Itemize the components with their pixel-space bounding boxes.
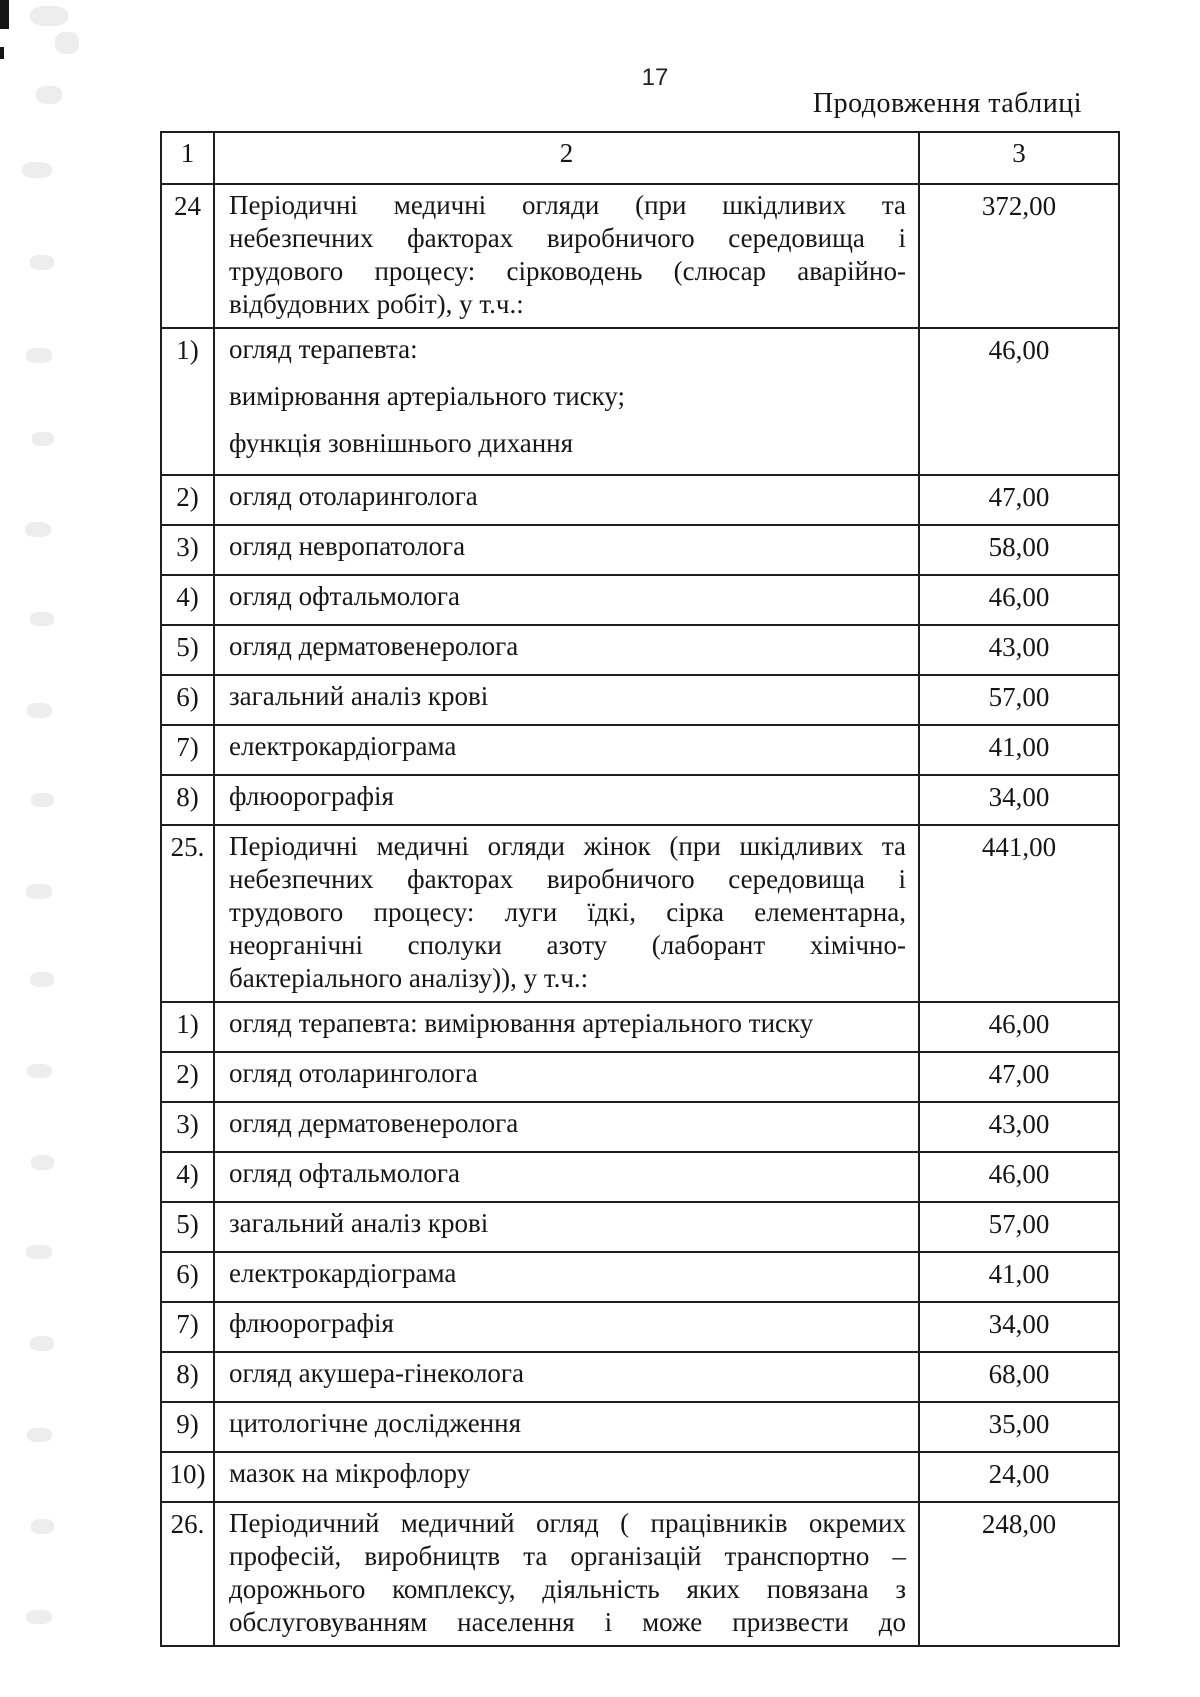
scan-artifact <box>25 522 51 537</box>
row-price-cell: 47,00 <box>919 475 1119 525</box>
row-price-cell: 57,00 <box>919 1202 1119 1252</box>
row-price-cell: 57,00 <box>919 675 1119 725</box>
row-price-cell: 441,00 <box>919 825 1119 1002</box>
row-number-cell: 4) <box>161 1152 214 1202</box>
row-number-cell: 1) <box>161 328 214 475</box>
row-number-cell: 7) <box>161 1302 214 1352</box>
row-price-cell: 46,00 <box>919 1152 1119 1202</box>
table-row <box>161 1252 1119 1302</box>
row-number-cell: 2) <box>161 475 214 525</box>
scan-artifact <box>30 1336 54 1351</box>
row-number-cell: 2) <box>161 1052 214 1102</box>
table-row <box>161 184 1119 328</box>
price-table <box>160 131 1120 1647</box>
row-price-cell: 41,00 <box>919 725 1119 775</box>
table-row <box>161 1302 1119 1352</box>
row-description-cell: цитологічне дослідження <box>214 1402 919 1452</box>
row-description-cell: огляд дерматовенеролога <box>214 1102 919 1152</box>
header-col-3: 3 <box>919 132 1119 184</box>
row-number-cell: 24 <box>161 184 214 328</box>
description-line: вимірювання артеріального тиску; <box>229 381 626 411</box>
row-description-cell: загальний аналіз крові <box>214 1202 919 1252</box>
row-description-cell: мазок на мікрофлору <box>214 1452 919 1502</box>
scan-artifact <box>27 1064 52 1078</box>
row-price-cell: 34,00 <box>919 1302 1119 1352</box>
row-price-cell: 46,00 <box>919 1002 1119 1052</box>
table-row <box>161 1102 1119 1152</box>
scan-artifact <box>26 1245 52 1259</box>
row-description-cell: Періодичний медичний огляд ( працівників окремих професій, виробництв та організацій транспортно – дорожнього комплексу, діяльність яких повязана з обслуговуванням населення і може призвести до <box>214 1502 919 1646</box>
scan-artifact <box>30 972 54 987</box>
row-number-cell: 9) <box>161 1402 214 1452</box>
row-description-cell: огляд акушера-гінеколога <box>214 1352 919 1402</box>
table-row <box>161 1502 1119 1646</box>
row-description-cell: огляд отоларинголога <box>214 1052 919 1102</box>
row-price-cell: 43,00 <box>919 1102 1119 1152</box>
scan-artifact <box>31 793 54 807</box>
table-row <box>161 1002 1119 1052</box>
row-description-cell: огляд терапевта: вимірювання артеріального тиску <box>214 1002 919 1052</box>
scan-artifact <box>0 0 9 29</box>
table-row <box>161 1352 1119 1402</box>
row-price-cell: 46,00 <box>919 575 1119 625</box>
row-price-cell: 46,00 <box>919 328 1119 475</box>
scan-artifact <box>31 1519 54 1534</box>
row-number-cell: 25. <box>161 825 214 1002</box>
description-line: огляд терапевта: <box>229 334 418 364</box>
row-description-cell: електрокардіограма <box>214 1252 919 1302</box>
table-row <box>161 1052 1119 1102</box>
row-number-cell: 6) <box>161 675 214 725</box>
row-number-cell: 4) <box>161 575 214 625</box>
row-description-cell: електрокардіограма <box>214 725 919 775</box>
scan-artifact <box>27 703 52 718</box>
row-number-cell: 7) <box>161 725 214 775</box>
row-description-cell: загальний аналіз крові <box>214 675 919 725</box>
row-description-cell: флюорографія <box>214 1302 919 1352</box>
table-row <box>161 475 1119 525</box>
row-description-cell: огляд офтальмолога <box>214 1152 919 1202</box>
row-description-cell: флюорографія <box>214 775 919 825</box>
scan-artifact <box>55 32 79 54</box>
row-number-cell: 3) <box>161 525 214 575</box>
table-row <box>161 525 1119 575</box>
row-number-cell: 1) <box>161 1002 214 1052</box>
row-number-cell: 8) <box>161 1352 214 1402</box>
description-line: функція зовнішнього дихання <box>229 428 574 458</box>
header-col-1: 1 <box>161 132 214 184</box>
table-row <box>161 575 1119 625</box>
row-number-cell: 5) <box>161 1202 214 1252</box>
page-number: 17 <box>641 64 669 91</box>
row-price-cell: 24,00 <box>919 1452 1119 1502</box>
row-description-cell: огляд невропатолога <box>214 525 919 575</box>
table-row <box>161 775 1119 825</box>
row-description-cell: огляд офтальмолога <box>214 575 919 625</box>
row-price-cell: 68,00 <box>919 1352 1119 1402</box>
table-row <box>161 725 1119 775</box>
scan-artifact <box>22 162 52 178</box>
table-row <box>161 1452 1119 1502</box>
scan-artifact <box>26 348 52 363</box>
scan-artifact <box>27 1428 52 1442</box>
table-header-row <box>161 132 1119 184</box>
row-number-cell: 26. <box>161 1502 214 1646</box>
row-price-cell: 248,00 <box>919 1502 1119 1646</box>
row-number-cell: 5) <box>161 625 214 675</box>
table-row <box>161 825 1119 1002</box>
scan-artifact <box>31 1155 54 1170</box>
scan-artifact <box>26 884 52 899</box>
table-row <box>161 328 1119 475</box>
header-col-2: 2 <box>214 132 919 184</box>
table-row <box>161 1152 1119 1202</box>
row-price-cell: 41,00 <box>919 1252 1119 1302</box>
row-number-cell: 6) <box>161 1252 214 1302</box>
scan-artifact <box>32 432 54 446</box>
row-description-cell: огляд отоларинголога <box>214 475 919 525</box>
table-row <box>161 1402 1119 1452</box>
table-row <box>161 675 1119 725</box>
scan-artifact <box>36 86 62 104</box>
row-price-cell: 43,00 <box>919 625 1119 675</box>
table-row <box>161 1202 1119 1252</box>
row-description-cell: Періодичні медичні огляди (при шкідливих та небезпечних факторах виробничого середовища і трудового процесу: сірководень (слюсар аварійно-відбудовних робіт), у т.ч.: <box>214 184 919 328</box>
scan-artifact <box>30 255 54 270</box>
row-number-cell: 3) <box>161 1102 214 1152</box>
row-price-cell: 35,00 <box>919 1402 1119 1452</box>
row-price-cell: 372,00 <box>919 184 1119 328</box>
table-row <box>161 625 1119 675</box>
row-number-cell: 10) <box>161 1452 214 1502</box>
row-description-cell <box>214 328 919 475</box>
scan-artifact <box>26 1610 52 1624</box>
row-price-cell: 34,00 <box>919 775 1119 825</box>
table-header <box>161 132 1119 184</box>
table-body <box>161 184 1119 1646</box>
scan-artifact <box>0 47 4 59</box>
row-description-cell: Періодичні медичні огляди жінок (при шкідливих та небезпечних факторах виробничого середовища і трудового процесу: луги їдкі, сірка елементарна, неорганічні сполуки азоту (лаборант хімічно-бактеріального аналізу)), у т.ч.: <box>214 825 919 1002</box>
scan-artifact <box>30 6 68 26</box>
row-description-cell: огляд дерматовенеролога <box>214 625 919 675</box>
row-price-cell: 47,00 <box>919 1052 1119 1102</box>
table-continuation-caption: Продовження таблиці <box>812 88 1082 119</box>
row-price-cell: 58,00 <box>919 525 1119 575</box>
row-number-cell: 8) <box>161 775 214 825</box>
scan-artifact <box>30 612 54 626</box>
